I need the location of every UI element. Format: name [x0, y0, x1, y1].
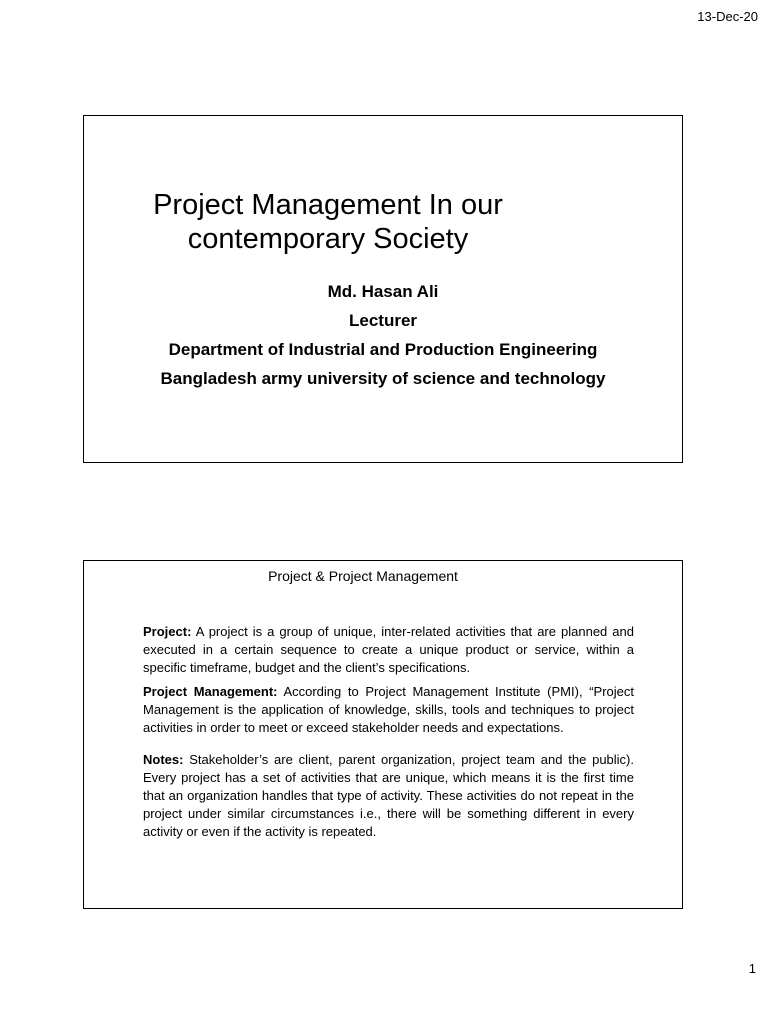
definition-project-management — [143, 683, 634, 737]
definition-project — [143, 623, 634, 677]
definition-term: Project Management: — [143, 684, 278, 699]
definition-term: Project: — [143, 624, 192, 639]
notes-paragraph — [143, 751, 634, 841]
definition-text: According to Project Management Institute (PMI), “Project Management is the application of knowledge, skills, tools and techniques to project activities in order to meet or exceed stakeholder needs and expectations. — [143, 684, 634, 735]
author-block — [84, 277, 682, 393]
author-position: Lecturer — [348, 311, 418, 330]
slide-title-page — [83, 115, 683, 463]
definition-text: A project is a group of unique, inter-related activities that are planned and executed in a certain sequence to create a unique product or service, within a specific timeframe, budget and the client’s specifications. — [143, 624, 634, 675]
author-name: Md. Hasan Ali — [327, 282, 439, 301]
header-date: 13-Dec-20 — [697, 9, 758, 24]
page-number: 1 — [748, 961, 756, 976]
slide2-body — [143, 623, 634, 847]
slide-title: Project Management In our contemporary Society — [153, 189, 503, 255]
slide2-title: Project & Project Management — [268, 568, 458, 584]
author-department: Department of Industrial and Production Engineering — [168, 340, 598, 359]
notes-term: Notes: — [143, 752, 184, 767]
slide-project-management — [83, 560, 683, 909]
notes-text: Stakeholder’s are client, parent organization, project team and the public). Every project has a set of activities that are unique, which means it is the first time that an organization handles that type of activity. These activities do not repeat in the project under similar circumstances i.e., there will be something different in every activity or even if the activity is repeated. — [143, 752, 634, 839]
author-university: Bangladesh army university of science and technology — [160, 369, 606, 388]
